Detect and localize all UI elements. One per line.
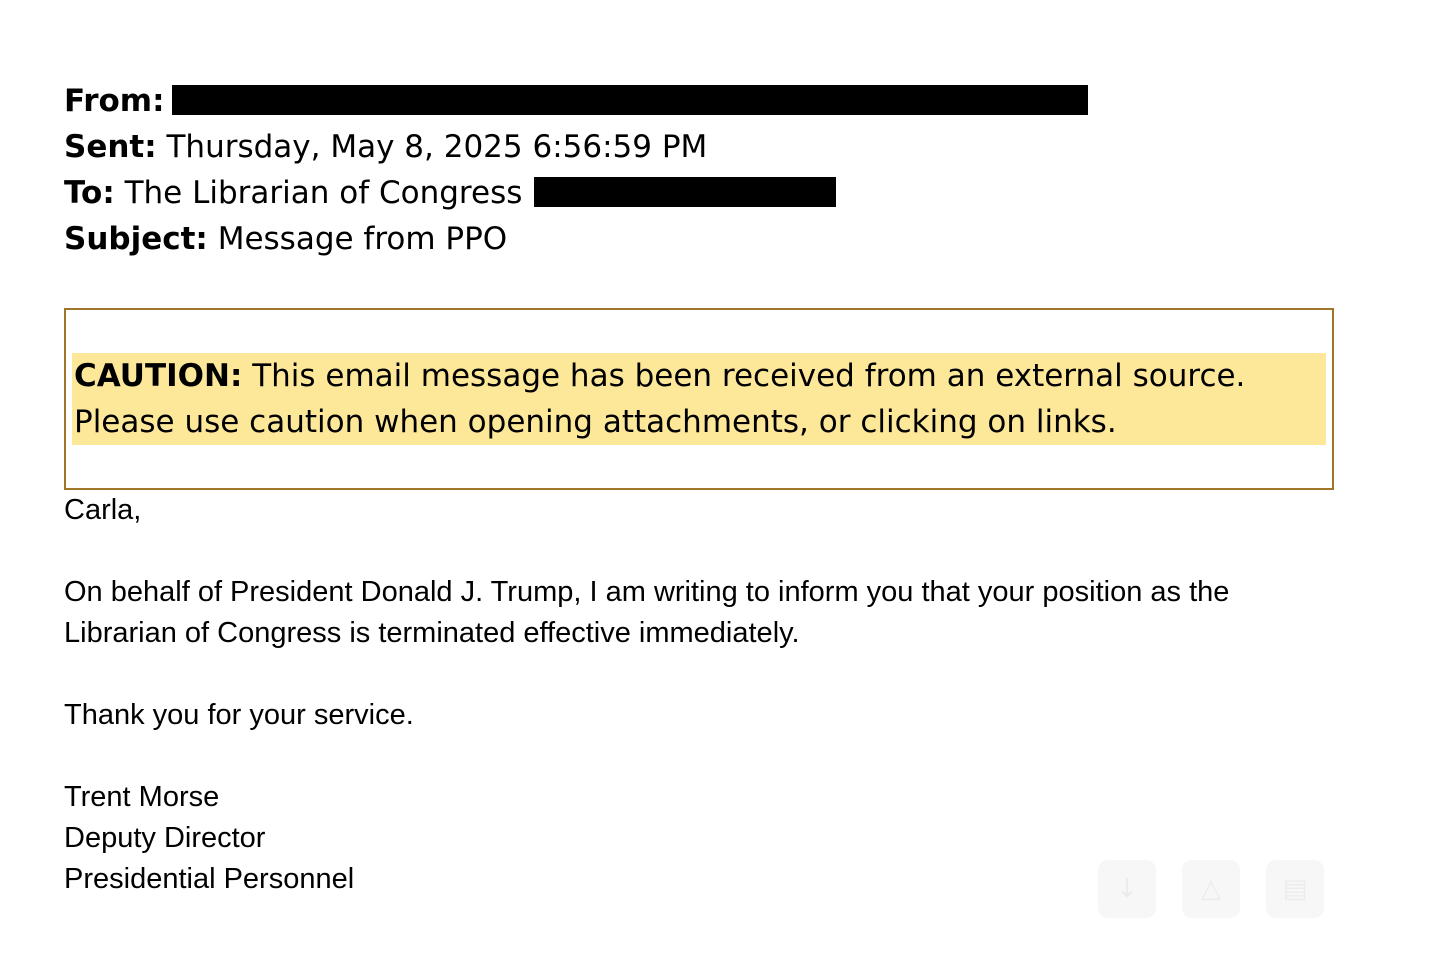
to-value: The Librarian of Congress (124, 175, 523, 211)
signature-block (64, 777, 1229, 900)
print-icon[interactable]: ▤ (1266, 860, 1324, 918)
email-header (64, 78, 1088, 262)
sent-value: Thursday, May 8, 2025 6:56:59 PM (166, 129, 708, 165)
subject-line (64, 216, 1088, 262)
caution-line-2: Please use caution when opening attachments, or clicking on links. (74, 404, 1117, 440)
email-body (64, 490, 1229, 900)
caution-line1-text: This email message has been received from an external source. (252, 358, 1246, 394)
viewer-toolbar (1098, 860, 1324, 918)
greeting: Carla, (64, 494, 142, 526)
from-line (64, 78, 1088, 124)
signature-name: Trent Morse (64, 781, 220, 813)
redacted-sender (172, 85, 1088, 115)
from-label: From: (64, 83, 165, 119)
download-icon[interactable]: ↓ (1098, 860, 1156, 918)
to-line (64, 170, 1088, 216)
caution-banner (64, 308, 1334, 490)
caution-line-1 (72, 353, 1326, 399)
signature-office: Presidential Personnel (64, 863, 355, 895)
sent-line (64, 124, 1088, 170)
subject-value: Message from PPO (217, 221, 508, 257)
caution-highlight (72, 353, 1326, 445)
main-paragraph (64, 572, 1229, 654)
subject-label: Subject: (64, 221, 208, 257)
redacted-recipient (534, 177, 836, 207)
signature-title: Deputy Director (64, 822, 266, 854)
share-icon[interactable]: △ (1182, 860, 1240, 918)
caution-label: CAUTION: (74, 358, 243, 394)
sent-label: Sent: (64, 129, 157, 165)
paragraph-line-1: On behalf of President Donald J. Trump, I am writing to inform you that your position as the (64, 576, 1230, 608)
to-label: To: (64, 175, 115, 211)
paragraph-line-2: Librarian of Congress is terminated effective immediately. (64, 617, 800, 649)
thanks-line: Thank you for your service. (64, 699, 414, 731)
